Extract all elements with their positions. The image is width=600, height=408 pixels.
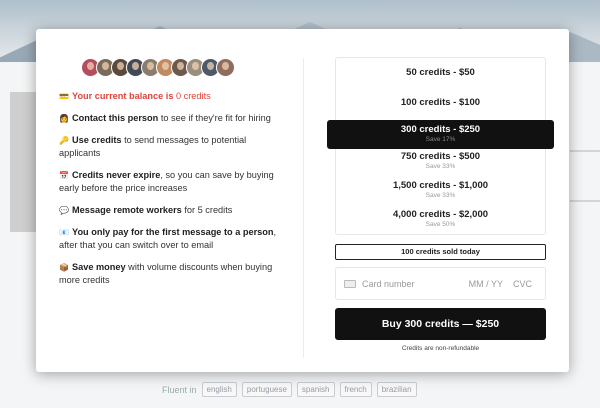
- language-tag: spanish: [297, 382, 335, 397]
- card-input[interactable]: [335, 267, 546, 300]
- feature-text: , after that you can switch over to email: [59, 227, 277, 250]
- envelope-icon: 📧: [59, 228, 69, 237]
- fluent-label: Fluent in: [162, 384, 197, 395]
- language-tag: french: [340, 382, 372, 397]
- feature-item: [59, 204, 284, 217]
- feature-highlight: Contact this person: [72, 113, 159, 123]
- background-divider: [570, 150, 600, 152]
- calendar-icon: 📅: [59, 171, 69, 180]
- feature-item: [59, 226, 284, 252]
- feature-highlight: Credits never expire: [72, 170, 161, 180]
- modal-divider: [303, 58, 304, 358]
- feature-item: [59, 90, 284, 103]
- feature-text: for 5 credits: [181, 205, 233, 215]
- credit-card-icon: [344, 280, 356, 288]
- person-icon: 👩: [59, 114, 69, 123]
- plan-title: 50 credits - $50: [406, 67, 475, 78]
- feature-text: to see if they're fit for hiring: [158, 113, 271, 123]
- plan-title: 750 credits - $500: [400, 151, 481, 162]
- plan-title: 300 credits - $250: [400, 124, 481, 135]
- plan-title: 1,500 credits - $1,000: [392, 180, 489, 191]
- plan-savings: Save 33%: [425, 192, 456, 199]
- feature-text: to send messages to potential applicants: [59, 135, 247, 158]
- card-expiry-field[interactable]: MM / YY: [468, 279, 503, 289]
- plan-savings: Save 17%: [425, 136, 456, 143]
- feature-highlight: Your current balance is: [72, 91, 174, 101]
- feature-item: [59, 134, 284, 160]
- plan-savings: Save 50%: [425, 221, 456, 228]
- feature-highlight: Use credits: [72, 135, 122, 145]
- features-list: [59, 90, 284, 296]
- feature-text: 0 credits: [173, 91, 211, 101]
- plan-savings: Save 33%: [425, 163, 456, 170]
- plan-option[interactable]: [336, 151, 545, 170]
- background-divider: [570, 200, 600, 202]
- buy-credits-button[interactable]: Buy 300 credits — $250: [335, 308, 546, 340]
- language-tag: english: [202, 382, 237, 397]
- feature-highlight: Message remote workers: [72, 205, 182, 215]
- credit-card-icon: 💳: [59, 92, 69, 101]
- language-tag: brazilian: [377, 382, 417, 397]
- plan-option[interactable]: [327, 120, 554, 149]
- card-number-field[interactable]: Card number: [362, 279, 415, 289]
- plan-option[interactable]: [336, 67, 545, 78]
- key-icon: 🔑: [59, 136, 69, 145]
- sold-today-badge: 100 credits sold today: [335, 244, 546, 260]
- feature-item: [59, 261, 284, 287]
- feature-text: with volume discounts when buying more credits: [59, 262, 273, 285]
- language-tag: portuguese: [242, 382, 292, 397]
- speech-bubble-icon: 💬: [59, 206, 69, 215]
- background-fluent-languages: [162, 382, 417, 397]
- card-cvc-field[interactable]: CVC: [512, 279, 532, 289]
- feature-highlight: You only pay for the first message to a person: [72, 227, 274, 237]
- feature-item: [59, 169, 284, 195]
- feature-text: , so you can save by buying early before the price increases: [59, 170, 274, 193]
- avatar: [216, 58, 235, 77]
- feature-highlight: Save money: [72, 262, 126, 272]
- plan-title: 100 credits - $100: [400, 97, 481, 108]
- avatar-group: [81, 58, 231, 77]
- plan-title: 4,000 credits - $2,000: [392, 209, 489, 220]
- package-icon: 📦: [59, 263, 69, 272]
- non-refundable-note: Credits are non-refundable: [401, 345, 480, 352]
- plan-option[interactable]: [336, 209, 545, 228]
- plan-option[interactable]: [336, 97, 545, 108]
- feature-item: [59, 112, 284, 125]
- plan-list: [335, 57, 546, 235]
- plan-option[interactable]: [336, 180, 545, 199]
